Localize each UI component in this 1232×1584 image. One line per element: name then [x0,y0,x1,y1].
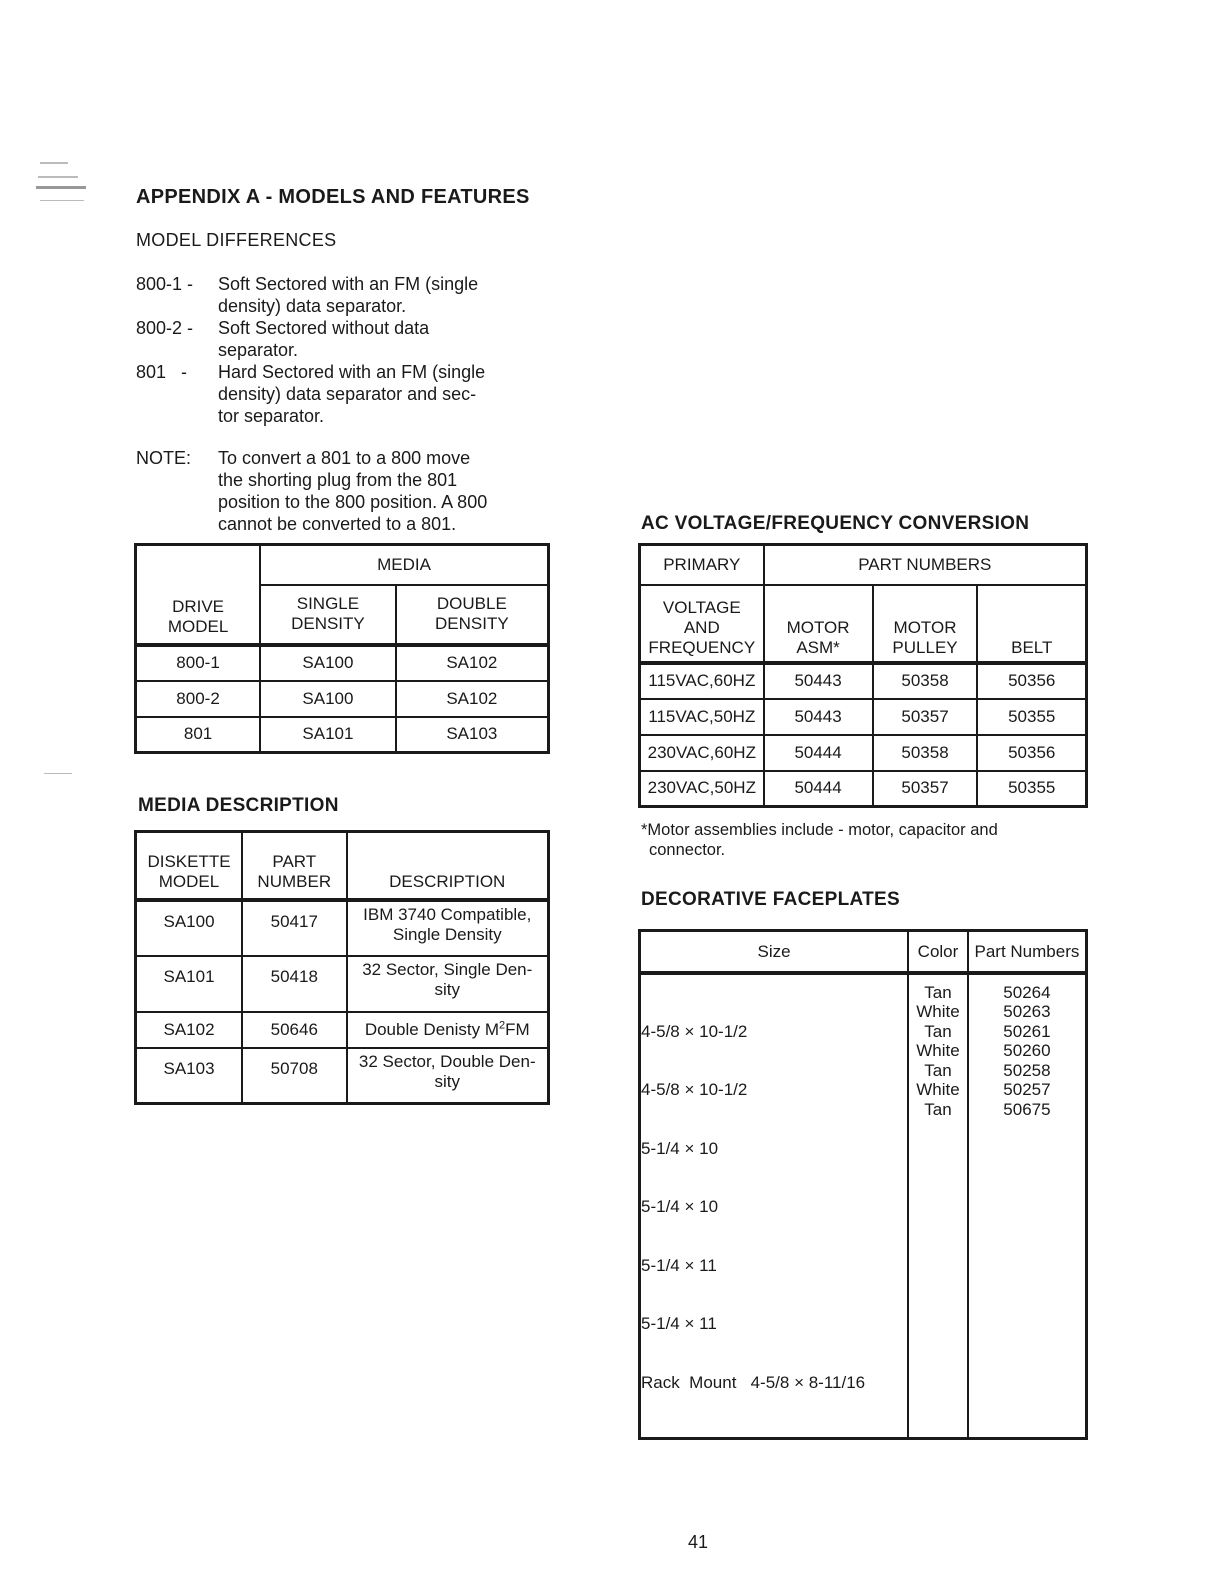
model-item-800-2 [136,317,546,361]
note-line: cannot be converted to a 801. [218,514,457,534]
table-row: 115VAC,50HZ 50443 50357 50355 [640,699,1087,735]
ac-conversion-table [638,543,1088,808]
scan-artifact [40,162,68,164]
table-row: SA101 50418 32 Sector, Single Den- sity [136,956,549,1012]
motor-asm-header: MOTOR ASM* [764,585,873,663]
color-header: Color [908,931,968,973]
model-item-801 [136,361,546,427]
motor-pulley-header: MOTOR PULLEY [873,585,978,663]
model-desc-line: Soft Sectored with an FM (single [218,274,479,294]
model-differences-list [136,273,546,427]
model-desc-line: separator. [218,340,299,360]
model-item-800-1 [136,273,546,317]
model-desc-line: density) data separator. [218,296,407,316]
faceplates-table [638,929,1088,1440]
table-row: 800-1 SA100 SA102 [136,645,549,681]
model-key: 801 - [136,362,188,382]
model-differences-heading: MODEL DIFFERENCES [136,230,337,250]
media-header: MEDIA [260,545,548,585]
note-block [136,447,546,535]
double-density-header: DOUBLE DENSITY [396,585,549,645]
model-desc-line: Soft Sectored without data [218,318,430,338]
table-row: 115VAC,60HZ 50443 50358 50356 [640,663,1087,699]
table-row: 230VAC,60HZ 50444 50358 50356 [640,735,1087,771]
single-density-header: SINGLE DENSITY [260,585,396,645]
media-description-heading: MEDIA DESCRIPTION [138,795,339,816]
scan-artifact [36,186,86,189]
model-key: 800-1 - [136,274,194,294]
scan-artifact [40,200,84,201]
model-key: 800-2 - [136,318,194,338]
ac-conversion-heading: AC VOLTAGE/FREQUENCY CONVERSION [641,513,1030,534]
part-numbers-header: PART NUMBERS [764,545,1087,585]
faceplates-heading: DECORATIVE FACEPLATES [641,889,900,910]
primary-header: PRIMARY [640,545,764,585]
model-desc-line: Hard Sectored with an FM (single [218,362,486,382]
table-row: SA103 50708 32 Sector, Double Den- sity [136,1048,549,1104]
table-row: 801 SA101 SA103 [136,717,549,753]
part-numbers-header: Part Numbers [968,931,1087,973]
table-row: SA102 50646 Double Denisty $M^2FM$ [136,1012,549,1048]
diskette-model-header: DISKETTE MODEL [136,832,243,900]
size-header: Size [640,931,909,973]
table-row: 4-5/8 × 10-1/2 4-5/8 × 10-1/2 5-1/4 × 10 5-1/4 × 10 5-1/4 × 11 5-1/4 × 11 Rack Mount 4-5/8 × 8-11/16 Tan White Tan White Tan White Tan 50264 50263 50261 50260 50258 50257 50675 [640,973,1087,1439]
media-description-table [134,830,550,1105]
scan-artifact [38,176,78,178]
page-number: 41 [688,1532,709,1552]
belt-header: BELT [977,585,1086,663]
media-table [134,543,550,754]
ac-footnote: *Motor assemblies include - motor, capacitor and connector. [641,821,998,859]
note-line: To convert a 801 to a 800 move [218,448,471,468]
note-key: NOTE: [136,448,192,468]
model-desc-line: density) data separator and sec- [218,384,477,404]
model-desc-line: tor separator. [218,406,325,426]
table-row: SA100 50417 IBM 3740 Compatible, Single Density [136,900,549,956]
appendix-title: APPENDIX A - MODELS AND FEATURES [136,186,530,208]
scan-artifact [44,773,72,774]
drive-model-header: DRIVE MODEL [136,545,261,645]
description-header: DESCRIPTION [347,832,549,900]
note-line: position to the 800 position. A 800 [218,492,488,512]
note-line: the shorting plug from the 801 [218,470,458,490]
table-row: 230VAC,50HZ 50444 50357 50355 [640,771,1087,807]
part-number-header: PART NUMBER [242,832,347,900]
voltage-frequency-header: VOLTAGE AND FREQUENCY [640,585,764,663]
table-row: 800-2 SA100 SA102 [136,681,549,717]
